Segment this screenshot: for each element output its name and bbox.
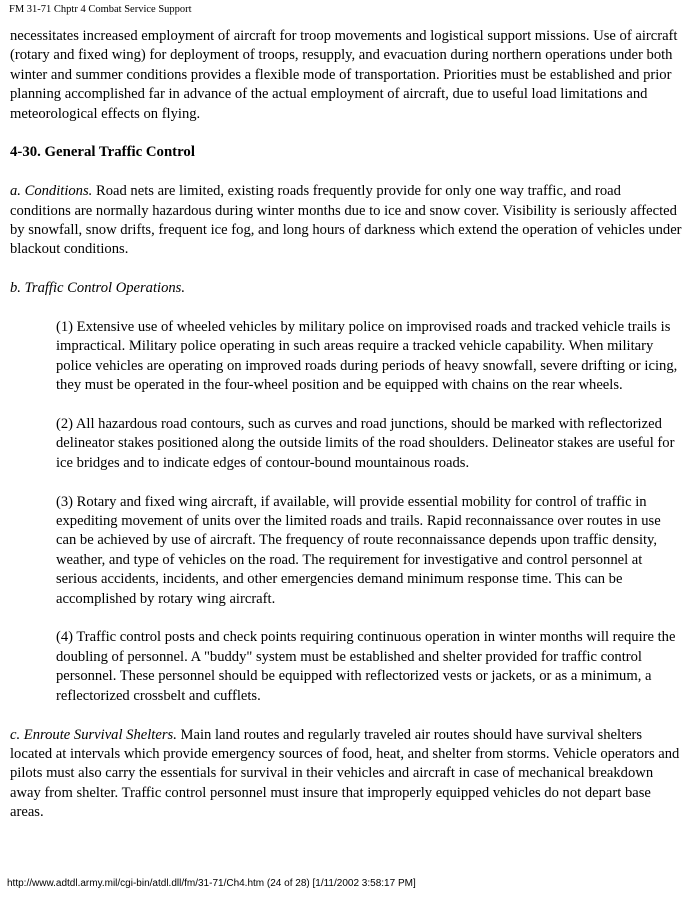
paragraph-c-text: Main land routes and regularly traveled air routes should have survival shelters located at intervals which provide emergency sources of food, heat, and shelter from storms. Vehicle operators and pilots must also carry the essentials for survival in their vehicles and aircraft in case of mechanical breakdown away from shelter. Traffic control personnel must insure that improperly equipped vehicles do not depart base areas. <box>10 726 680 821</box>
paragraph-c-label: c. Enroute Survival Shelters. <box>10 726 177 743</box>
paragraph-c <box>10 726 682 823</box>
page-url-footer: http://www.adtdl.army.mil/cgi-bin/atdl.dll/fm/31-71/Ch4.htm (24 of 28) [1/11/2002 3:58:17 PM] <box>7 878 416 889</box>
subparagraph-2: (2) All hazardous road contours, such as curves and road junctions, should be marked with reflectorized delineator stakes positioned along the outside limits of the road shoulders. Delineator stakes are useful for ice bridges and to indicate edges of contour-bound mountainous roads. <box>56 416 675 471</box>
subparagraph-4: (4) Traffic control posts and check points requiring continuous operation in winter months will require the doubling of personnel. A "buddy" system must be established and shelter provided for traffic control personnel. These personnel should be equipped with reflectorized vests or jackets, or as a minimum, a reflectorized crossbelt and cufflets. <box>56 629 676 704</box>
section-heading: 4-30. General Traffic Control <box>10 144 195 161</box>
paragraph-b-label: b. Traffic Control Operations. <box>10 280 186 297</box>
running-head: FM 31-71 Chptr 4 Combat Service Support <box>9 4 192 15</box>
paragraph-a <box>10 182 682 260</box>
subparagraph-1: (1) Extensive use of wheeled vehicles by military police on improvised roads and tracked vehicle trails is impractical. Military police operating in such areas require a tracked vehicle capability. When military police vehicles are operating on improved roads during periods of heavy snowfall, severe drifting or icing, they must be operated in the four-wheel position and be equipped with chains on the rear wheels. <box>56 319 678 394</box>
paragraph-b-heading <box>10 279 682 298</box>
subparagraph-3: (3) Rotary and fixed wing aircraft, if available, will provide essential mobility for control of traffic in expediting movement of units over the limited roads and trails. Rapid reconnaissance over routes in use can be achieved by use of aircraft. The frequency of route reconnaissance depends upon traffic density, weather, and type of vehicles on the road. The requirement for investigative and control personnel at serious accidents, incidents, and other emergencies demand minimum response time. This can be accomplished by rotary wing aircraft. <box>56 493 661 607</box>
paragraph-a-label: a. Conditions. <box>10 183 93 200</box>
intro-paragraph: necessitates increased employment of aircraft for troop movements and logistical support missions. Use of aircraft (rotary and fixed wing) for deployment of troops, resupply, and evacuation during northern operations under both winter and summer conditions provides a flexible mode of transportation. Priorities must be established and prior planning accomplished far in advance of the actual employment of aircraft, due to useful load limitations and meteorological effects on flying. <box>10 28 678 122</box>
document-body <box>10 27 682 842</box>
paragraph-a-text: Road nets are limited, existing roads frequently provide for only one way traffic, and road conditions are normally hazardous during winter months due to ice and snow cover. Visibility is seriously affected by snowfall, snow drifts, frequent ice fog, and long hours of darkness which extend the operation of vehicles under blackout conditions. <box>10 183 682 258</box>
